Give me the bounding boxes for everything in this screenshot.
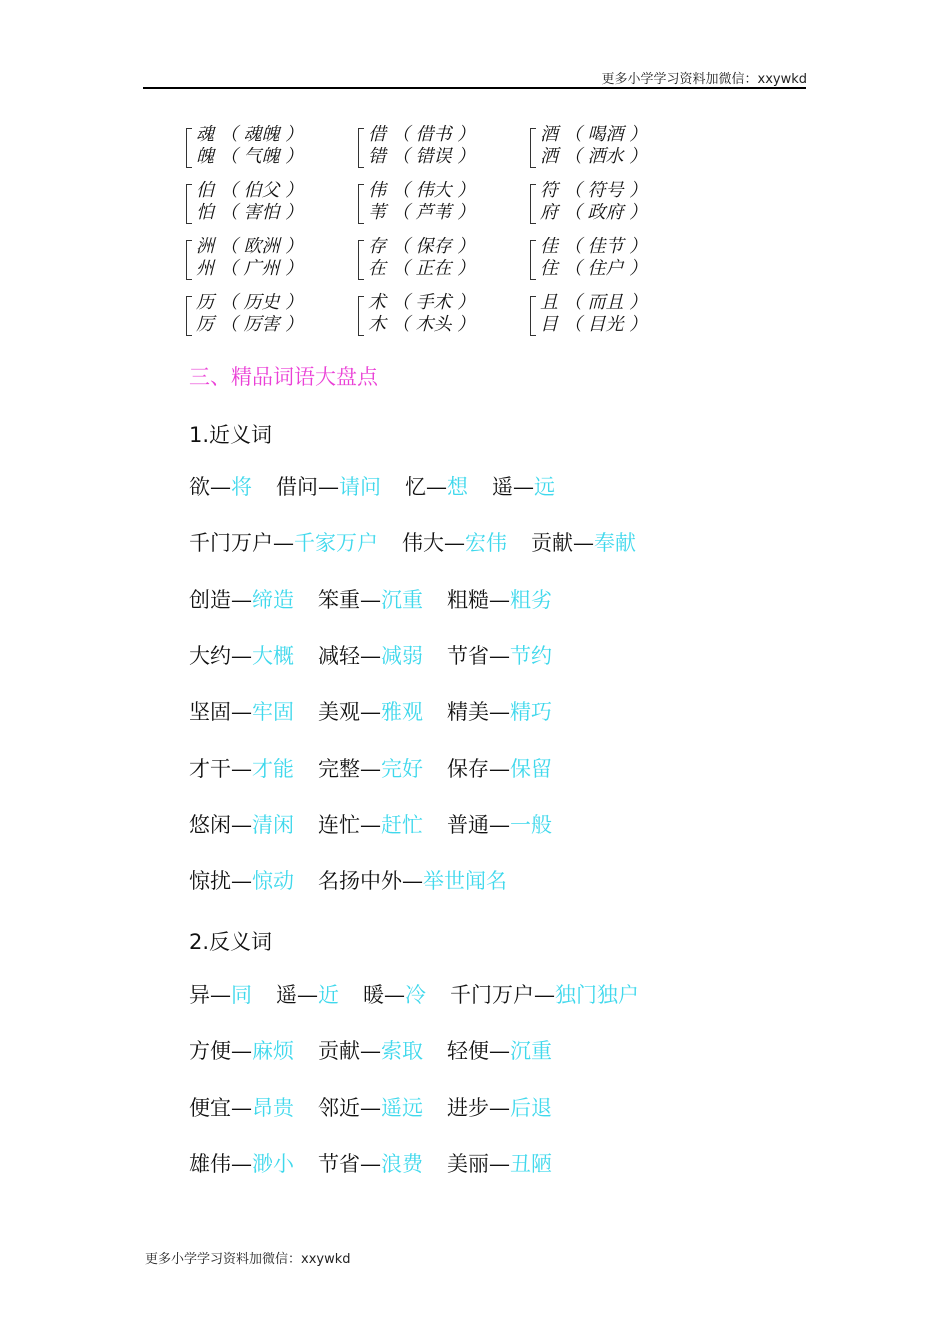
word-answer: 渺小 [252, 1151, 294, 1176]
word-term: 惊扰— [189, 869, 252, 894]
word-answer: 减弱 [381, 643, 423, 668]
word-pair [402, 529, 507, 557]
char-pair-row [186, 124, 702, 180]
word-term: 遥— [492, 475, 534, 499]
word-pair [447, 642, 552, 670]
char-pair-group [186, 292, 358, 340]
char-pair-group [186, 124, 358, 172]
word-answer: 浪费 [381, 1151, 423, 1176]
word-pair [189, 473, 252, 501]
char-pair-line: 错 （ 错误 ） [368, 146, 476, 167]
word-answer: 近 [318, 983, 339, 1007]
word-pair [318, 755, 423, 783]
word-answer: 清闲 [252, 812, 294, 837]
char-pair-group [530, 292, 702, 340]
word-pair [189, 811, 294, 839]
word-pair [363, 981, 426, 1009]
word-term: 节省— [447, 643, 510, 668]
word-answer: 将 [231, 475, 252, 499]
char-pair-line: 术 （ 手术 ） [368, 292, 476, 313]
char-pair-line: 州 （ 广州 ） [196, 258, 304, 279]
word-term: 千门万户— [189, 531, 294, 556]
word-term: 暖— [363, 983, 405, 1007]
word-pair [318, 586, 423, 614]
word-line [189, 1094, 576, 1122]
word-term: 完整— [318, 756, 381, 781]
word-answer: 遥远 [381, 1095, 423, 1120]
word-answer: 奉献 [594, 531, 636, 556]
brace-bracket [186, 184, 192, 224]
char-pair-line: 府 （ 政府 ） [540, 202, 648, 223]
word-answer: 千家万户 [294, 531, 378, 556]
word-pair [447, 755, 552, 783]
word-answer: 远 [534, 475, 555, 499]
word-term: 借问— [276, 475, 339, 499]
word-pair [318, 811, 423, 839]
char-pair-line: 住 （ 住户 ） [540, 258, 648, 279]
word-pair [447, 1150, 552, 1178]
word-term: 普通— [447, 812, 510, 837]
word-pair [447, 811, 552, 839]
word-line [189, 586, 576, 614]
word-pair [189, 867, 294, 895]
word-term: 创造— [189, 587, 252, 612]
char-pair-group [186, 180, 358, 228]
word-term: 笨重— [318, 587, 381, 612]
word-term: 粗糙— [447, 587, 510, 612]
char-pair-line: 目 （ 目光 ） [540, 314, 648, 335]
word-pair [189, 529, 378, 557]
synonyms-heading: 1.近义词 [189, 423, 273, 447]
word-pair [318, 642, 423, 670]
char-pair-line: 佳 （ 佳节 ） [540, 236, 648, 257]
char-pair-group [186, 236, 358, 284]
word-pair [531, 529, 636, 557]
word-answer: 沉重 [381, 587, 423, 612]
word-answer: 宏伟 [465, 531, 507, 556]
word-pair [447, 586, 552, 614]
char-pair-line: 且 （ 而且 ） [540, 292, 648, 313]
word-term: 异— [189, 983, 231, 1007]
word-pair [447, 1094, 552, 1122]
brace-bracket [530, 296, 536, 336]
char-pair-group [358, 292, 530, 340]
word-line [189, 473, 579, 501]
word-line [189, 529, 660, 557]
char-pair-line: 魂 （ 魂魄 ） [196, 124, 304, 145]
char-pair-line: 厉 （ 厉害 ） [196, 314, 304, 335]
word-term: 遥— [276, 983, 318, 1007]
brace-bracket [530, 128, 536, 168]
word-pair [189, 642, 294, 670]
word-line [189, 642, 576, 670]
char-pair-group [358, 236, 530, 284]
word-pair [405, 473, 468, 501]
char-pair-line: 木 （ 木头 ） [368, 314, 476, 335]
char-pair-line: 酒 （ 喝酒 ） [540, 124, 648, 145]
word-answer: 保留 [510, 756, 552, 781]
word-pair [189, 1037, 294, 1065]
word-pair [447, 1037, 552, 1065]
brace-bracket [186, 240, 192, 280]
brace-bracket [530, 184, 536, 224]
brace-bracket [358, 184, 364, 224]
word-term: 名扬中外— [318, 869, 423, 894]
char-pair-group [530, 180, 702, 228]
word-answer: 麻烦 [252, 1039, 294, 1064]
char-pair-group [358, 180, 530, 228]
word-term: 进步— [447, 1095, 510, 1120]
character-pairs-grid [186, 124, 702, 348]
char-pair-line: 苇 （ 芦苇 ） [368, 202, 476, 223]
word-line [189, 867, 531, 895]
word-line [189, 811, 576, 839]
char-pair-line: 洒 （ 洒水 ） [540, 146, 648, 167]
section-title: 三、精品词语大盘点 [189, 365, 378, 389]
word-line [189, 1037, 576, 1065]
word-answer: 想 [447, 475, 468, 499]
word-pair [189, 981, 252, 1009]
word-answer: 惊动 [252, 869, 294, 894]
word-pair [189, 1094, 294, 1122]
word-term: 坚固— [189, 700, 252, 725]
word-term: 邻近— [318, 1095, 381, 1120]
word-answer: 举世闻名 [423, 869, 507, 894]
word-answer: 请问 [339, 475, 381, 499]
antonyms-heading: 2.反义词 [189, 930, 273, 954]
word-pair [189, 586, 294, 614]
word-answer: 节约 [510, 643, 552, 668]
word-term: 美丽— [447, 1151, 510, 1176]
word-line [189, 981, 663, 1009]
word-answer: 一般 [510, 812, 552, 837]
word-term: 减轻— [318, 643, 381, 668]
char-pair-group [530, 236, 702, 284]
char-pair-row [186, 180, 702, 236]
word-answer: 冷 [405, 983, 426, 1007]
word-answer: 赶忙 [381, 812, 423, 837]
word-answer: 完好 [381, 756, 423, 781]
char-pair-line: 伟 （ 伟大 ） [368, 180, 476, 201]
page-header-text: 更多小学学习资料加微信：xxywkd [601, 72, 807, 87]
word-answer: 索取 [381, 1039, 423, 1064]
word-pair [189, 1150, 294, 1178]
char-pair-group [358, 124, 530, 172]
word-term: 忆— [405, 475, 447, 499]
brace-bracket [530, 240, 536, 280]
word-pair [276, 473, 381, 501]
word-term: 贡献— [318, 1039, 381, 1064]
word-term: 便宜— [189, 1095, 252, 1120]
header-divider [143, 87, 806, 89]
char-pair-line: 在 （ 正在 ） [368, 258, 476, 279]
brace-bracket [186, 128, 192, 168]
word-pair [447, 698, 552, 726]
word-term: 贡献— [531, 531, 594, 556]
page-footer-text: 更多小学学习资料加微信：xxywkd [145, 1252, 351, 1267]
word-pair [318, 1094, 423, 1122]
word-pair [492, 473, 555, 501]
char-pair-group [530, 124, 702, 172]
brace-bracket [358, 128, 364, 168]
char-pair-line: 怕 （ 害怕 ） [196, 202, 304, 223]
word-term: 悠闲— [189, 812, 252, 837]
word-term: 美观— [318, 700, 381, 725]
char-pair-line: 借 （ 借书 ） [368, 124, 476, 145]
brace-bracket [186, 296, 192, 336]
word-term: 方便— [189, 1039, 252, 1064]
word-term: 大约— [189, 643, 252, 668]
word-pair [318, 698, 423, 726]
word-term: 雄伟— [189, 1151, 252, 1176]
word-answer: 独门独户 [555, 983, 639, 1007]
word-answer: 雅观 [381, 700, 423, 725]
word-line [189, 698, 576, 726]
char-pair-row [186, 292, 702, 348]
word-term: 连忙— [318, 812, 381, 837]
char-pair-row [186, 236, 702, 292]
word-line [189, 755, 576, 783]
char-pair-line: 历 （ 历史 ） [196, 292, 304, 313]
word-answer: 粗劣 [510, 587, 552, 612]
char-pair-line: 洲 （ 欧洲 ） [196, 236, 304, 257]
word-answer: 精巧 [510, 700, 552, 725]
word-answer: 缔造 [252, 587, 294, 612]
char-pair-line: 符 （ 符号 ） [540, 180, 648, 201]
word-pair [318, 867, 507, 895]
word-pair [189, 755, 294, 783]
word-pair [189, 698, 294, 726]
word-term: 才干— [189, 756, 252, 781]
brace-bracket [358, 240, 364, 280]
word-term: 千门万户— [450, 983, 555, 1007]
word-answer: 大概 [252, 643, 294, 668]
word-term: 欲— [189, 475, 231, 499]
word-pair [318, 1037, 423, 1065]
word-line [189, 1150, 576, 1178]
word-answer: 丑陋 [510, 1151, 552, 1176]
char-pair-line: 伯 （ 伯父 ） [196, 180, 304, 201]
word-term: 轻便— [447, 1039, 510, 1064]
word-term: 节省— [318, 1151, 381, 1176]
word-term: 伟大— [402, 531, 465, 556]
word-answer: 沉重 [510, 1039, 552, 1064]
brace-bracket [358, 296, 364, 336]
word-answer: 后退 [510, 1095, 552, 1120]
word-answer: 牢固 [252, 700, 294, 725]
word-pair [318, 1150, 423, 1178]
char-pair-line: 存 （ 保存 ） [368, 236, 476, 257]
word-pair [276, 981, 339, 1009]
word-term: 保存— [447, 756, 510, 781]
char-pair-line: 魄 （ 气魄 ） [196, 146, 304, 167]
word-answer: 才能 [252, 756, 294, 781]
word-term: 精美— [447, 700, 510, 725]
word-answer: 昂贵 [252, 1095, 294, 1120]
word-answer: 同 [231, 983, 252, 1007]
word-pair [450, 981, 639, 1009]
